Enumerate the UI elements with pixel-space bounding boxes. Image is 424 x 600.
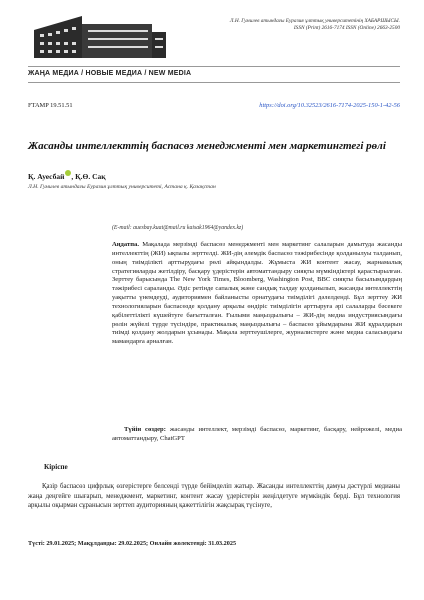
article-fields — [28, 102, 400, 109]
intro-heading: Кіріспе — [44, 463, 68, 471]
field-code: FTAMP 19.51.51 — [28, 102, 73, 109]
abstract-label: Аңдатпа. — [112, 241, 140, 248]
intro-text: Қазір баспасөз цифрлық өзгерістерге белсенді түрде бейімделіп жатыр. Жасанды интеллекттің дамуы дәстүрлі медианы жаңа деңгейге шығарып, менеджмент, маркетинг, контент жасау үдерістерін жеңілдетуге мүмкіндік берді. Бұл технология арқылы оқырман сұранысын зерттеп аудиторияның қажеттілігін жақсырақ түсінуге, — [28, 483, 400, 510]
keywords — [112, 426, 402, 444]
author-first: Қ. Ауесбай — [28, 172, 65, 181]
journal-name: Л.Н. Гумилев атындағы Еуразия ұлттық университетінің ХАБАРШЫСЫ. — [229, 18, 400, 24]
keywords-text: жасанды интеллект, мерзімді баспасөз, маркетинг, басқару, нейрожелі, медиа автоматтандыру, ChatGPT — [112, 426, 402, 442]
author-emails: (E-mail: auesbay.kuat@mail.ru kaisak1964@yandex.kz) — [112, 225, 244, 231]
abstract — [112, 241, 402, 347]
author-second: Қ.Ө. Сақ — [75, 172, 106, 181]
section-divider — [28, 82, 400, 83]
orcid-icon[interactable] — [65, 170, 71, 176]
journal-info — [160, 18, 400, 32]
keywords-label: Түйін сөздер: — [124, 426, 166, 433]
intro-paragraph — [28, 482, 400, 511]
affiliation: Л.Н. Гумилев атындағы Еуразия ұлттық университеті, Астана қ. Қазақстан — [28, 184, 216, 190]
university-building-logo — [28, 14, 168, 62]
journal-header — [28, 14, 400, 66]
doi-link[interactable]: https://doi.org/10.32523/2616-7174-2025-150-1-42-56 — [259, 102, 400, 109]
section-heading: ЖАҢА МЕДИА / НОВЫЕ МЕДИА / NEW MEDIA — [28, 70, 192, 77]
journal-issn: ISSN (Print) 2616-7174 ISSN (Online) 2663-2500 — [293, 25, 400, 32]
article-title: Жасанды интеллекттің баспасөз менеджменті мен маркетингтегі рөлі — [28, 140, 386, 152]
authors: Қ. Ауесбай , Қ.Ө. Сақ — [28, 172, 106, 181]
header-divider — [28, 66, 400, 67]
abstract-text: Мақалада мерзімді баспасөз менеджменті мен маркетинг салаларын дамытуда жасанды интеллекттің (ЖИ) ықпалы зерттелді. ЖИ-дің әлемдік баспасөз тәжірибесінде қолданылуы талданып, оның тиімділікті арттырудағы рөлі айқындалды. Жұмыста ЖИ контент жасау, жарнамалық стратегияларды жетілдіру, басқару үдерістерін автоматтандыру сияқты мүмкіндіктері қарастырылған. Зерттеу барысында The New York Times, Bloomberg, Washington Post, BBC сияқты басылымдардың тәжірибесі сараланды. Әдіс ретінде сапалық және сандық талдау қолданылып, жасанды интеллекттің уақытты үнемдеуді, аудиториямен байланысты орнатудағы тиімділігі дәлелденді. Бұл зерттеу ЖИ технологияларын баспасөзде қолдану арқылы өндіріс тиімділігін арттыруға әрі салаларды бәсекеге қабілеттілікті күшейтуге бағытталған. Ғылыми маңыздылығы – ЖИ-дің медиа индустриясындағы рөлін жүйелі түрде түсіндіре, практикалық маңыздылығы – баспасөз ұйымдарына ЖИ құралдарын тиімді қолдану жолдарын ұсынады. Мақала зерттеушілерге, журналистерге және медиа саласындағы мамандарға арналған. — [112, 241, 403, 346]
submission-dates: Түсті: 29.01.2025; Мақұлданды: 29.02.2025; Онлайн жолектенді: 31.03.2025 — [28, 540, 237, 547]
